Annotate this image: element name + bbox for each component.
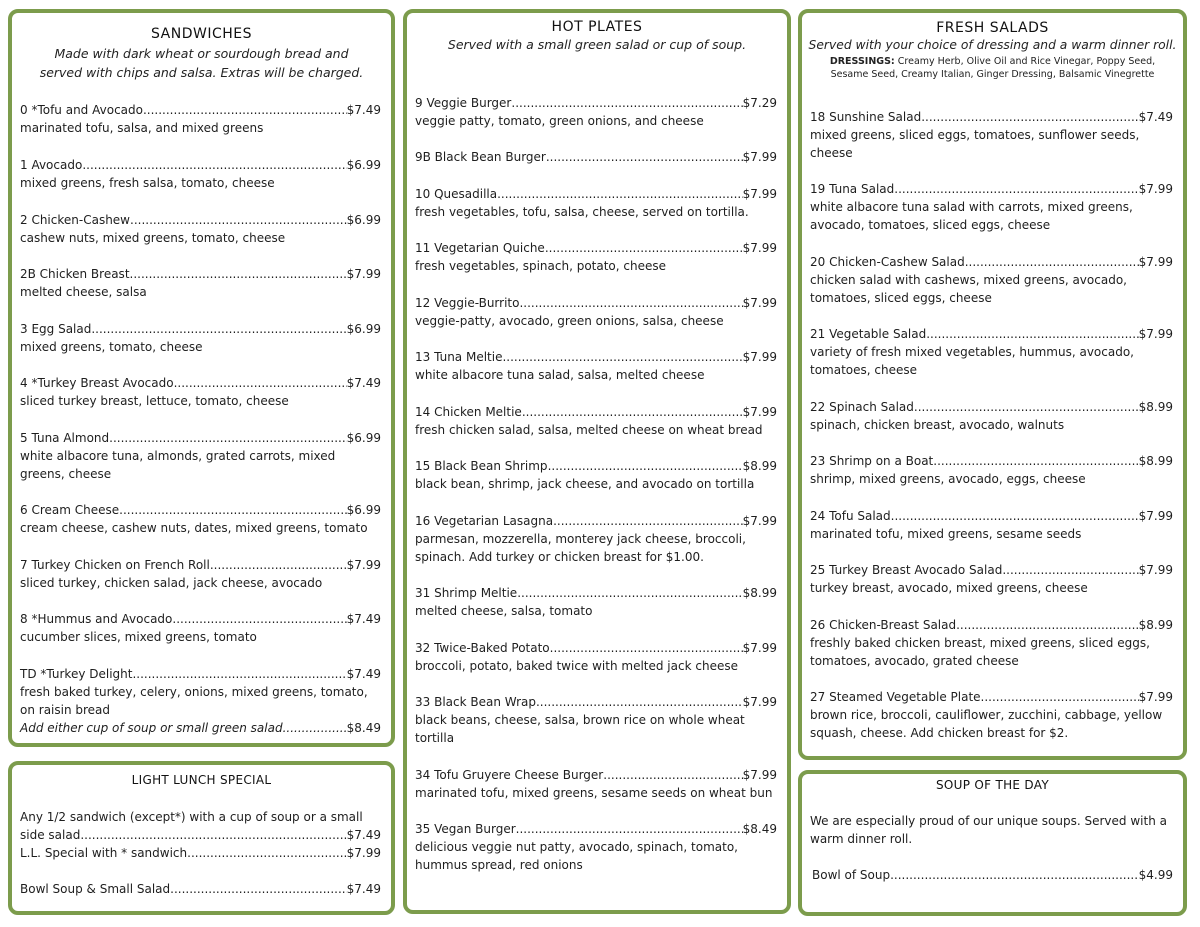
sandwich-item <box>20 429 381 483</box>
salad-item <box>810 688 1173 742</box>
soup-panel <box>798 770 1187 916</box>
dot-leader <box>914 398 1139 416</box>
item-name: 22 Spinach Salad <box>810 400 914 414</box>
light-lunch-panel <box>8 761 395 915</box>
dot-leader <box>981 688 1139 706</box>
dot-leader <box>143 101 347 119</box>
item-title-line <box>20 501 381 519</box>
hot-plate-item <box>415 584 777 620</box>
item-title-line <box>415 584 777 602</box>
item-description: on raisin bread <box>20 703 111 717</box>
item-name: 2B Chicken Breast <box>20 267 130 281</box>
item-description: fresh chicken salad, salsa, melted cheese on wheat bread <box>415 423 763 437</box>
item-price: $7.99 <box>742 514 777 528</box>
item-price: $7.99 <box>742 241 777 255</box>
dot-leader <box>921 108 1138 126</box>
dot-leader <box>119 501 347 519</box>
dot-leader <box>172 610 346 628</box>
item-price: $7.99 <box>346 558 381 572</box>
item-name: 1 Avocado <box>20 158 83 172</box>
item-price: $7.99 <box>742 641 777 655</box>
item-price: $7.99 <box>1138 509 1173 523</box>
item-name: 31 Shrimp Meltie <box>415 586 518 600</box>
salad-item <box>810 108 1173 162</box>
item-description: mixed greens, fresh salsa, tomato, cheese <box>20 176 275 190</box>
item-name: 35 Vegan Burger <box>415 822 516 836</box>
item-price: $8.99 <box>742 586 777 600</box>
item-description: mixed greens, tomato, cheese <box>20 340 203 354</box>
dot-leader <box>553 512 743 530</box>
dot-leader <box>174 374 347 392</box>
soup-title: SOUP OF THE DAY <box>936 778 1049 792</box>
item-title-line <box>810 180 1173 198</box>
salad-item <box>810 398 1173 434</box>
item-price: $6.99 <box>346 431 381 445</box>
sandwich-item <box>20 101 381 137</box>
dot-leader <box>511 94 742 112</box>
item-name: 34 Tofu Gruyere Cheese Burger <box>415 768 604 782</box>
item-title-line <box>415 639 777 657</box>
item-title-line <box>415 457 777 475</box>
fresh-salads-title: FRESH SALADS <box>936 20 1049 36</box>
item-price: $7.49 <box>346 612 381 626</box>
item-description: melted cheese, salsa, tomato <box>415 604 593 618</box>
sandwich-item <box>20 320 381 356</box>
item-title-line <box>810 398 1173 416</box>
item-name: 19 Tuna Salad <box>810 182 895 196</box>
item-description: cream cheese, cashew nuts, dates, mixed greens, tomato <box>20 521 368 535</box>
item-price: $8.99 <box>1138 400 1173 414</box>
item-description: cucumber slices, mixed greens, tomato <box>20 630 257 644</box>
light-lunch-star-sandwich: L.L. Special with * sandwich ..... $7.99 <box>20 844 381 862</box>
dot-leader <box>891 507 1139 525</box>
item-title-line <box>810 507 1173 525</box>
item-description: marinated tofu, salsa, and mixed greens <box>20 121 264 135</box>
item-description: tomatoes, avocado, grated cheese <box>810 654 1019 668</box>
salad-item <box>810 325 1173 379</box>
item-description: tomatoes, sliced eggs, cheese <box>810 291 992 305</box>
item-name: 2 Chicken-Cashew <box>20 213 130 227</box>
item-price: $7.49 <box>1138 110 1173 124</box>
item-description: black bean, shrimp, jack cheese, and avocado on tortilla <box>415 477 755 491</box>
item-title-line <box>810 253 1173 271</box>
item-name: 14 Chicken Meltie <box>415 405 522 419</box>
dot-leader <box>965 253 1139 271</box>
fresh-salads-panel <box>798 9 1187 760</box>
light-lunch-title: LIGHT LUNCH SPECIAL <box>131 773 272 787</box>
dot-leader <box>91 320 346 338</box>
sandwich-item <box>20 156 381 192</box>
dot-leader <box>522 403 743 421</box>
item-title-line <box>810 688 1173 706</box>
item-name: 32 Twice-Baked Potato <box>415 641 550 655</box>
salad-item <box>810 616 1173 670</box>
item-description: tomatoes, cheese <box>810 363 918 377</box>
item-description: veggie patty, tomato, green onions, and cheese <box>415 114 704 128</box>
soup-desc: We are especially proud of our unique soups. Served with a warm dinner roll. <box>810 814 1167 846</box>
item-title-line <box>415 820 777 838</box>
item-title-line <box>20 665 381 683</box>
dot-leader <box>926 325 1138 343</box>
item-price: $8.99 <box>1138 454 1173 468</box>
item-description: freshly baked chicken breast, mixed greens, sliced eggs, <box>810 636 1150 650</box>
item-price: $7.49 <box>346 667 381 681</box>
item-price: $8.49 <box>742 822 777 836</box>
item-description: avocado, tomatoes, sliced eggs, cheese <box>810 218 1051 232</box>
hot-plate-item <box>415 403 777 439</box>
dot-leader <box>933 452 1138 470</box>
sandwiches-panel <box>8 9 395 747</box>
sandwich-item <box>20 665 381 719</box>
dot-leader <box>109 429 347 447</box>
hot-plates-subtitle: Served with a small green salad or cup of soup. <box>447 37 747 52</box>
item-title-line <box>415 185 777 203</box>
sandwich-item <box>20 610 381 646</box>
item-name: 3 Egg Salad <box>20 322 92 336</box>
item-price: $7.99 <box>742 150 777 164</box>
sandwiches-subtitle: Made with dark wheat or sourdough bread and served with chips and salsa. Extras will be charged. <box>39 46 364 80</box>
hot-plate-item <box>415 348 777 384</box>
item-title-line <box>810 452 1173 470</box>
item-title-line <box>20 101 381 119</box>
item-title-line <box>20 320 381 338</box>
item-name: 15 Black Bean Shrimp <box>415 459 548 473</box>
light-lunch-half-sandwich: side salad ..... $7.49 <box>20 826 381 844</box>
item-description: broccoli, potato, baked twice with melted jack cheese <box>415 659 738 673</box>
item-description: greens, cheese <box>20 467 112 481</box>
item-name: 11 Vegetarian Quiche <box>415 241 545 255</box>
dot-leader <box>516 820 743 838</box>
dot-leader <box>550 639 743 657</box>
dot-leader <box>894 180 1138 198</box>
item-title-line <box>415 693 777 711</box>
light-lunch-desc: Any 1/2 sandwich (except*) with a cup of soup or a small <box>20 810 363 824</box>
item-price: $7.99 <box>742 695 777 709</box>
item-name: 13 Tuna Meltie <box>415 350 503 364</box>
dot-leader <box>132 665 346 683</box>
salad-item <box>810 561 1173 597</box>
bowl-of-soup: Bowl of Soup ..... $4.99 <box>812 866 1173 884</box>
item-name: 6 Cream Cheese <box>20 503 120 517</box>
item-name: 10 Quesadilla <box>415 187 498 201</box>
item-title-line <box>20 156 381 174</box>
sandwich-item <box>20 265 381 301</box>
item-name: 23 Shrimp on a Boat <box>810 454 934 468</box>
hot-plate-item <box>415 185 777 221</box>
item-title-line <box>810 616 1173 634</box>
hot-plate-item <box>415 239 777 275</box>
item-name: 21 Vegetable Salad <box>810 327 927 341</box>
dot-leader <box>1002 561 1138 579</box>
hot-plate-item <box>415 693 777 747</box>
item-name: 5 Tuna Almond <box>20 431 110 445</box>
dot-leader <box>130 265 347 283</box>
item-name: 8 *Hummus and Avocado <box>20 612 173 626</box>
item-description: black beans, cheese, salsa, brown rice on whole wheat <box>415 713 745 727</box>
hot-plate-item <box>415 457 777 493</box>
item-description: fresh baked turkey, celery, onions, mixed greens, tomato, <box>20 685 368 699</box>
sandwich-item <box>20 501 381 537</box>
hot-plate-item <box>415 820 777 874</box>
item-title-line <box>415 294 777 312</box>
item-title-line <box>810 561 1173 579</box>
item-price: $6.99 <box>346 213 381 227</box>
dot-leader <box>519 294 742 312</box>
hot-plate-item <box>415 639 777 675</box>
item-description: veggie-patty, avocado, green onions, salsa, cheese <box>415 314 724 328</box>
dot-leader <box>497 185 743 203</box>
item-description: cashew nuts, mixed greens, tomato, cheese <box>20 231 286 245</box>
item-price: $7.99 <box>346 267 381 281</box>
item-price: $7.99 <box>742 296 777 310</box>
item-description: melted cheese, salsa <box>20 285 147 299</box>
item-title-line <box>20 610 381 628</box>
item-title-line <box>20 429 381 447</box>
light-lunch-bowl-salad: Bowl Soup & Small Salad ..... $7.49 <box>20 880 381 898</box>
item-price: $7.99 <box>1138 327 1173 341</box>
item-price: $7.99 <box>1138 182 1173 196</box>
item-description: white albacore tuna salad with carrots, mixed greens, <box>810 200 1133 214</box>
item-description: brown rice, broccoli, cauliflower, zucchini, cabbage, yellow <box>810 708 1163 722</box>
sandwich-item <box>20 374 381 410</box>
item-price: $6.99 <box>346 158 381 172</box>
item-title-line <box>415 512 777 530</box>
item-description: variety of fresh mixed vegetables, hummus, avocado, <box>810 345 1134 359</box>
item-title-line <box>415 403 777 421</box>
item-description: spinach. Add turkey or chicken breast for $1.00. <box>415 550 704 564</box>
item-title-line <box>20 211 381 229</box>
item-price: $7.99 <box>1138 255 1173 269</box>
item-name: 12 Veggie-Burrito <box>415 296 520 310</box>
item-name: 9 Veggie Burger <box>415 96 512 110</box>
dot-leader <box>130 211 347 229</box>
sandwich-addon: Add either cup of soup or small green salad ..... $8.49 <box>20 719 381 737</box>
item-title-line <box>415 766 777 784</box>
item-price: $7.99 <box>742 405 777 419</box>
item-description: parmesan, mozzerella, monterey jack cheese, broccoli, <box>415 532 746 546</box>
item-description: fresh vegetables, tofu, salsa, cheese, served on tortilla. <box>415 205 749 219</box>
hot-plates-title: HOT PLATES <box>551 19 643 35</box>
item-description: cheese <box>810 146 853 160</box>
item-price: $7.99 <box>742 187 777 201</box>
item-price: $7.49 <box>346 376 381 390</box>
item-title-line <box>415 348 777 366</box>
item-name: 24 Tofu Salad <box>810 509 891 523</box>
item-name: 9B Black Bean Burger <box>415 150 546 164</box>
item-description: white albacore tuna, almonds, grated carrots, mixed <box>20 449 336 463</box>
item-price: $7.99 <box>742 768 777 782</box>
item-name: 0 *Tofu and Avocado <box>20 103 143 117</box>
hot-plate-item <box>415 94 777 130</box>
item-description: sliced turkey, chicken salad, jack cheese, avocado <box>20 576 323 590</box>
item-description: marinated tofu, mixed greens, sesame seeds <box>810 527 1082 541</box>
dot-leader <box>517 584 742 602</box>
item-price: $8.99 <box>742 459 777 473</box>
hot-plate-item <box>415 512 777 566</box>
item-price: $7.29 <box>742 96 777 110</box>
hot-plates-panel <box>403 9 791 914</box>
salad-item <box>810 253 1173 307</box>
item-price: $7.99 <box>1138 563 1173 577</box>
item-name: 27 Steamed Vegetable Plate <box>810 690 981 704</box>
item-name: 16 Vegetarian Lasagna <box>415 514 554 528</box>
item-description: mixed greens, sliced eggs, tomatoes, sunflower seeds, <box>810 128 1140 142</box>
dot-leader <box>82 156 346 174</box>
item-name: 18 Sunshine Salad <box>810 110 922 124</box>
item-description: sliced turkey breast, lettuce, tomato, cheese <box>20 394 289 408</box>
item-title-line <box>20 265 381 283</box>
sandwiches-title: SANDWICHES <box>151 26 252 42</box>
item-title-line <box>415 148 777 166</box>
item-price: $7.99 <box>1138 690 1173 704</box>
dot-leader <box>545 239 743 257</box>
item-description: shrimp, mixed greens, avocado, eggs, cheese <box>810 472 1086 486</box>
item-name: TD *Turkey Delight <box>20 667 133 681</box>
item-description: hummus spread, red onions <box>415 858 583 872</box>
fresh-salads-subtitle: Served with your choice of dressing and a warm dinner roll. <box>808 38 1177 52</box>
item-description: fresh vegetables, spinach, potato, cheese <box>415 259 666 273</box>
item-name: 26 Chicken-Breast Salad <box>810 618 957 632</box>
item-title-line <box>415 94 777 112</box>
item-price: $7.49 <box>346 103 381 117</box>
hot-plate-item <box>415 294 777 330</box>
item-description: chicken salad with cashews, mixed greens, avocado, <box>810 273 1127 287</box>
item-name: 4 *Turkey Breast Avocado <box>20 376 174 390</box>
item-description: turkey breast, avocado, mixed greens, cheese <box>810 581 1088 595</box>
dot-leader <box>546 148 743 166</box>
dot-leader <box>502 348 742 366</box>
item-title-line <box>810 108 1173 126</box>
item-name: 33 Black Bean Wrap <box>415 695 536 709</box>
item-description: tortilla <box>415 731 455 745</box>
item-price: $7.99 <box>742 350 777 364</box>
item-title-line <box>20 556 381 574</box>
item-name: 25 Turkey Breast Avocado Salad <box>810 563 1003 577</box>
hot-plate-item <box>415 148 777 166</box>
item-title-line <box>810 325 1173 343</box>
item-description: spinach, chicken breast, avocado, walnuts <box>810 418 1065 432</box>
item-description: marinated tofu, mixed greens, sesame seeds on wheat bun <box>415 786 773 800</box>
dot-leader <box>603 766 742 784</box>
item-description: delicious veggie nut patty, avocado, spinach, tomato, <box>415 840 738 854</box>
sandwich-item <box>20 211 381 247</box>
item-price: $6.99 <box>346 322 381 336</box>
sandwich-item <box>20 556 381 592</box>
item-price: $6.99 <box>346 503 381 517</box>
dot-leader <box>210 556 347 574</box>
item-name: 7 Turkey Chicken on French Roll <box>20 558 210 572</box>
item-description: white albacore tuna salad, salsa, melted cheese <box>415 368 705 382</box>
salad-item <box>810 180 1173 234</box>
dressings-list: DRESSINGS: Creamy Herb, Olive Oil and Rice Vinegar, Poppy Seed, Sesame Seed, Creamy Italian, Ginger Dressing, Balsamic Vinegrette <box>829 56 1156 80</box>
item-name: 20 Chicken-Cashew Salad <box>810 255 965 269</box>
salad-item <box>810 507 1173 543</box>
dot-leader <box>956 616 1139 634</box>
item-title-line <box>415 239 777 257</box>
item-price: $8.99 <box>1138 618 1173 632</box>
item-description: squash, cheese. Add chicken breast for $2. <box>810 726 1069 740</box>
hot-plate-item <box>415 766 777 802</box>
dot-leader <box>548 457 743 475</box>
item-title-line <box>20 374 381 392</box>
salad-item <box>810 452 1173 488</box>
dot-leader <box>536 693 743 711</box>
